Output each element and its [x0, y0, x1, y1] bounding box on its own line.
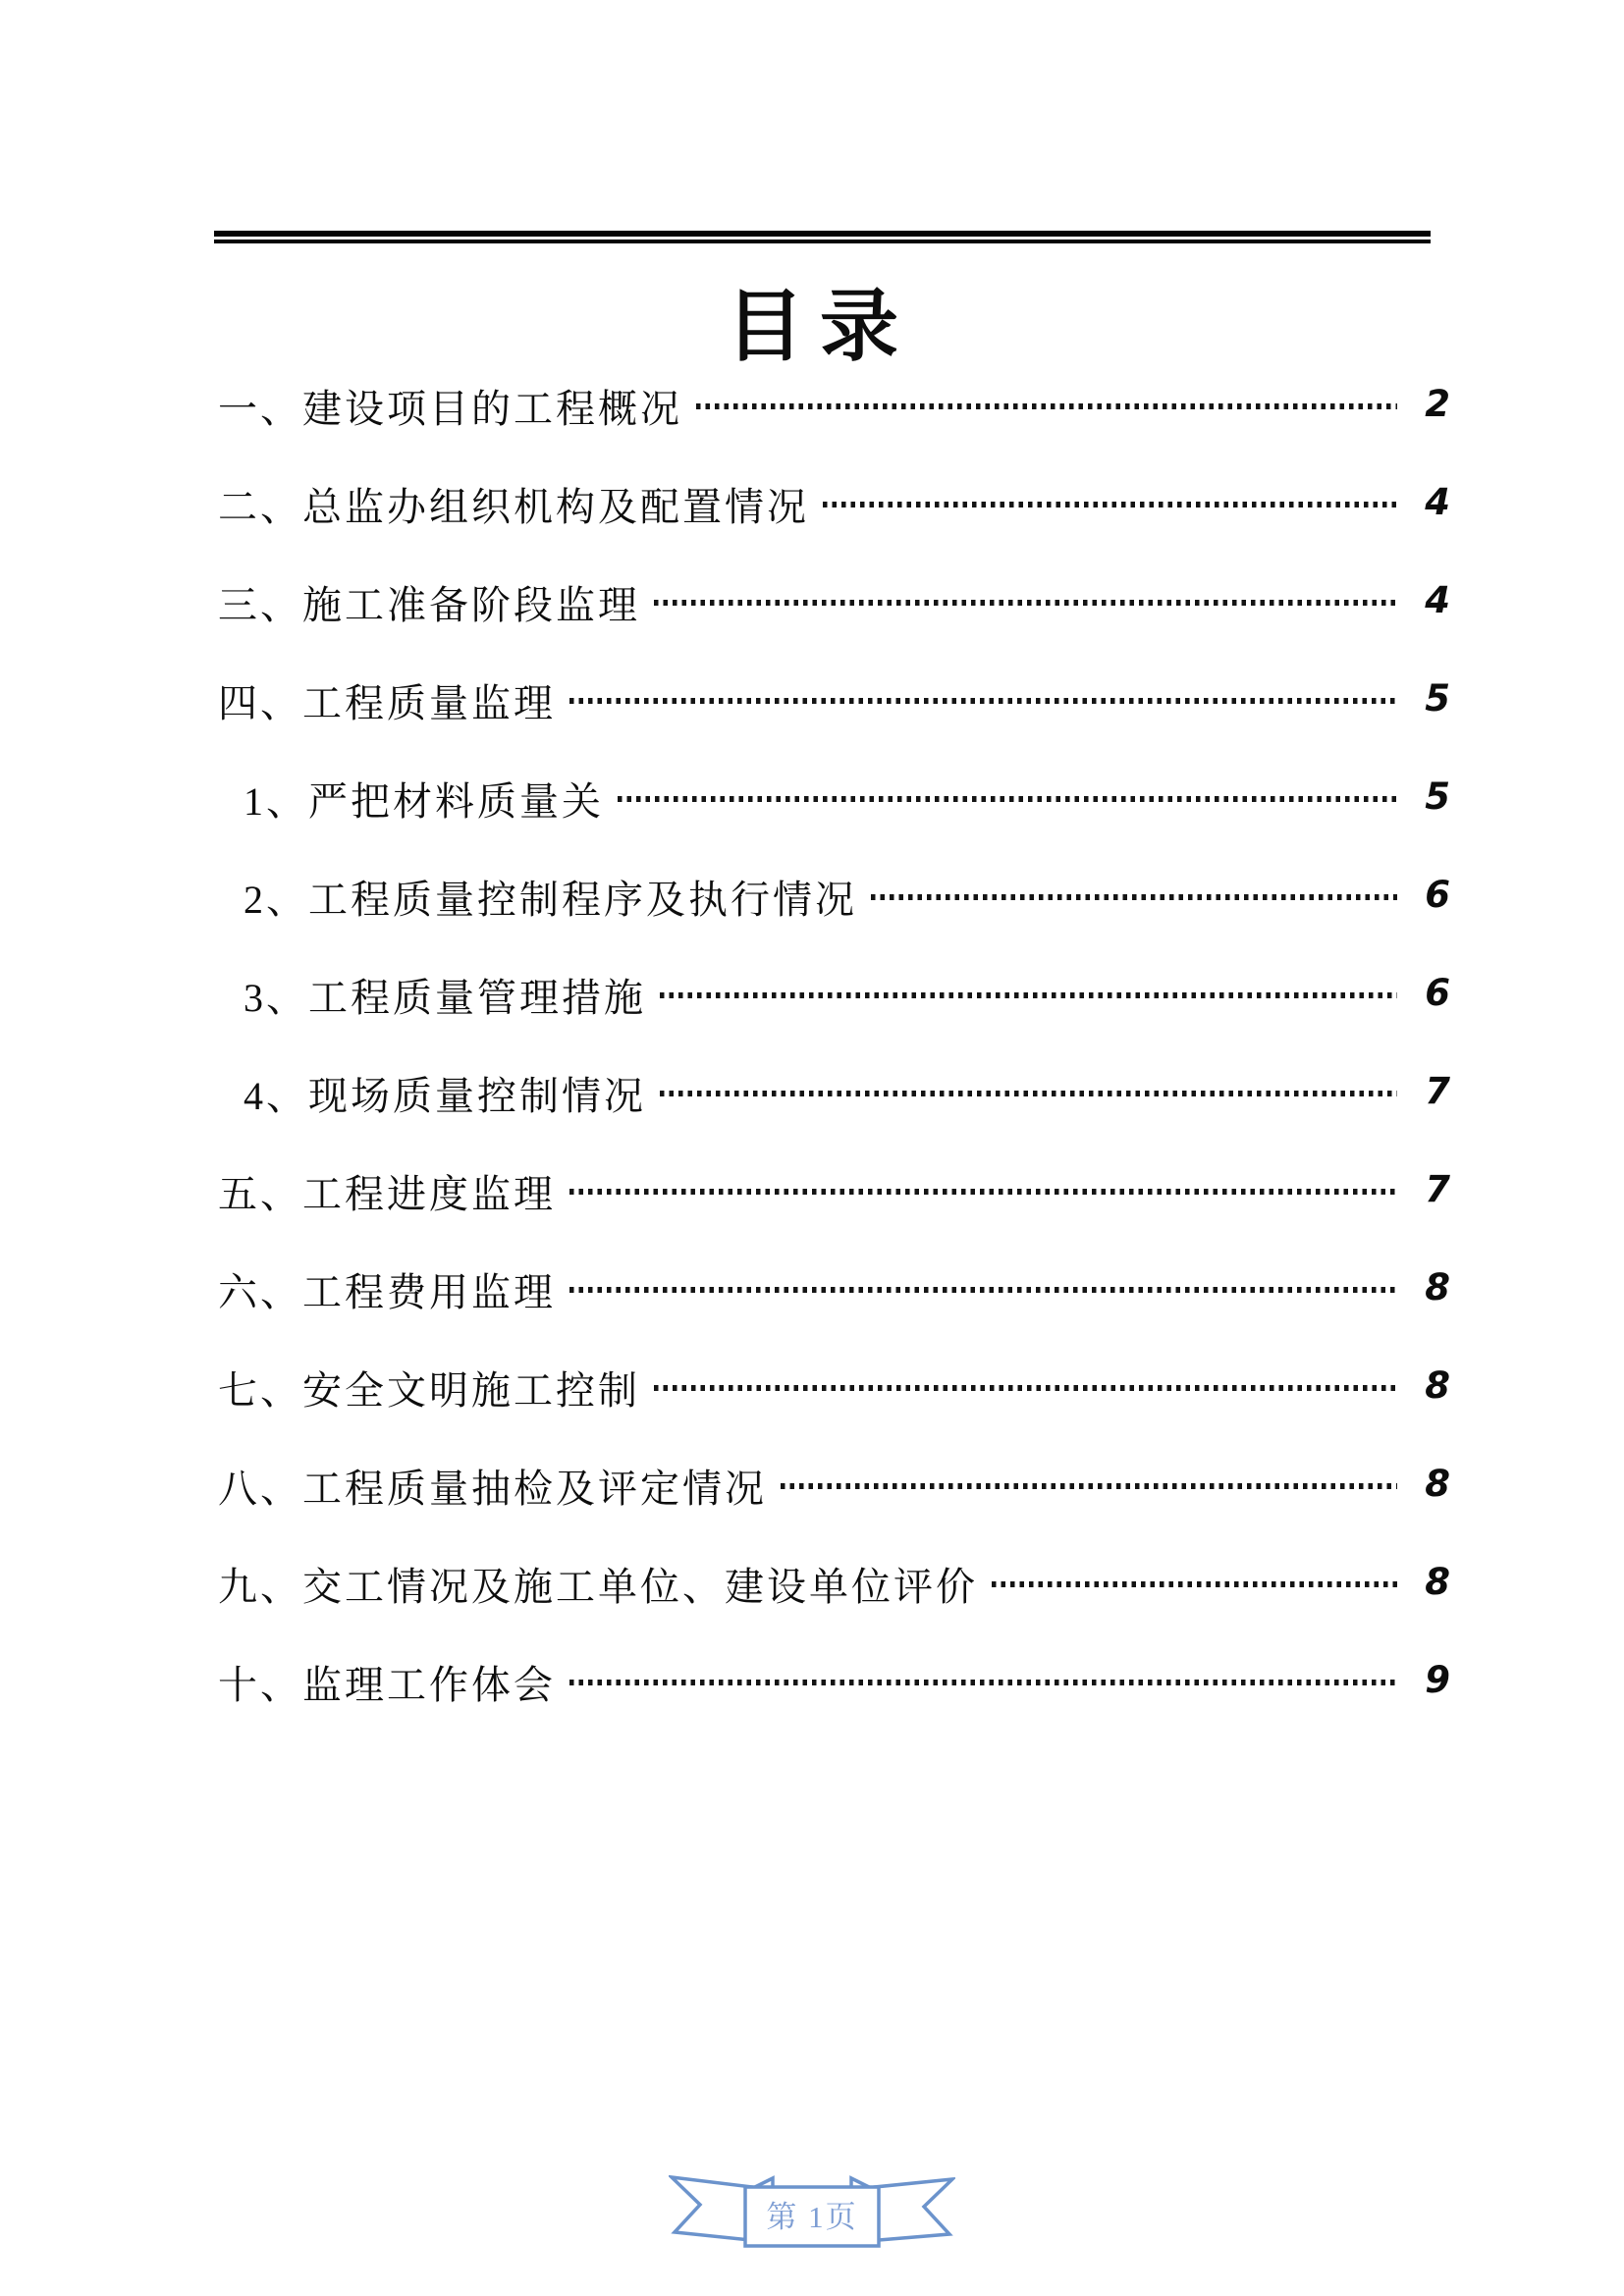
page-title: 目录 — [726, 285, 914, 371]
toc-entry-label[interactable]: 五、工程进度监理 — [218, 1171, 556, 1216]
toc-entry[interactable] — [218, 676, 1450, 725]
toc-entry-page-number: 8 — [1425, 1265, 1450, 1308]
toc-entry-label[interactable]: 二、总监办组织机构及配置情况 — [218, 484, 809, 529]
toc-entry-label[interactable]: 四、工程质量监理 — [218, 680, 556, 725]
toc-entry-page-number: 8 — [1425, 1560, 1450, 1603]
dot-leader — [781, 1483, 1397, 1489]
header-double-rule — [214, 231, 1431, 243]
toc-entry-label[interactable]: 六、工程费用监理 — [218, 1269, 556, 1314]
toc-entry[interactable] — [218, 578, 1450, 627]
toc-entry[interactable] — [218, 1167, 1450, 1216]
dot-leader — [992, 1581, 1397, 1587]
toc-entry-label[interactable]: 九、交工情况及施工单位、建设单位评价 — [218, 1564, 978, 1609]
dot-leader — [654, 600, 1397, 606]
toc-entry-page-number: 4 — [1425, 480, 1450, 523]
toc-entry-label[interactable]: 1、严把材料质量关 — [244, 778, 604, 824]
toc-entry[interactable] — [218, 1658, 1450, 1707]
toc-entry[interactable] — [218, 873, 1450, 922]
toc-entry[interactable] — [218, 382, 1450, 431]
toc-entry[interactable] — [218, 1363, 1450, 1413]
dot-leader — [660, 1091, 1397, 1096]
toc-entry-page-number: 9 — [1425, 1658, 1450, 1701]
dot-leader — [569, 1287, 1397, 1293]
toc-entry-label[interactable]: 七、安全文明施工控制 — [218, 1367, 640, 1413]
toc-entry-label[interactable]: 4、现场质量控制情况 — [244, 1073, 646, 1118]
toc-entry-page-number: 4 — [1425, 578, 1450, 621]
toc-entry-page-number: 8 — [1425, 1462, 1450, 1505]
toc-entry[interactable] — [218, 1462, 1450, 1511]
dot-leader — [618, 796, 1397, 802]
toc-list — [218, 383, 1450, 1757]
toc-entry-label[interactable]: 八、工程质量抽检及评定情况 — [218, 1466, 767, 1511]
toc-entry-label[interactable]: 十、监理工作体会 — [218, 1662, 556, 1707]
toc-entry[interactable] — [218, 1069, 1450, 1118]
toc-entry-page-number: 8 — [1425, 1363, 1450, 1407]
toc-entry-page-number: 5 — [1425, 676, 1450, 720]
toc-entry[interactable] — [218, 1560, 1450, 1609]
dot-leader — [660, 992, 1397, 998]
toc-entry-page-number: 6 — [1425, 971, 1450, 1014]
toc-entry[interactable] — [218, 1265, 1450, 1314]
dot-leader — [823, 502, 1397, 507]
page-footer — [669, 2167, 955, 2258]
toc-entry-label[interactable]: 三、施工准备阶段监理 — [218, 582, 640, 627]
toc-entry[interactable] — [218, 480, 1450, 529]
dot-leader — [871, 894, 1397, 900]
page-number-ribbon-icon — [669, 2167, 955, 2258]
toc-entry-page-number: 6 — [1425, 873, 1450, 916]
toc-entry-page-number: 7 — [1425, 1069, 1450, 1112]
page-number-label: 第 1页 — [766, 2200, 858, 2234]
toc-entry[interactable] — [218, 774, 1450, 824]
toc-entry-page-number: 7 — [1425, 1167, 1450, 1210]
toc-entry-page-number: 5 — [1425, 774, 1450, 818]
toc-entry-label[interactable]: 3、工程质量管理措施 — [244, 975, 646, 1020]
toc-entry-label[interactable]: 2、工程质量控制程序及执行情况 — [244, 877, 857, 922]
dot-leader — [569, 1680, 1397, 1685]
dot-leader — [654, 1385, 1397, 1391]
dot-leader — [569, 1189, 1397, 1195]
toc-entry-page-number: 2 — [1425, 382, 1450, 425]
dot-leader — [569, 698, 1397, 704]
dot-leader — [696, 403, 1397, 409]
toc-entry-label[interactable]: 一、建设项目的工程概况 — [218, 386, 682, 431]
toc-entry[interactable] — [218, 971, 1450, 1020]
